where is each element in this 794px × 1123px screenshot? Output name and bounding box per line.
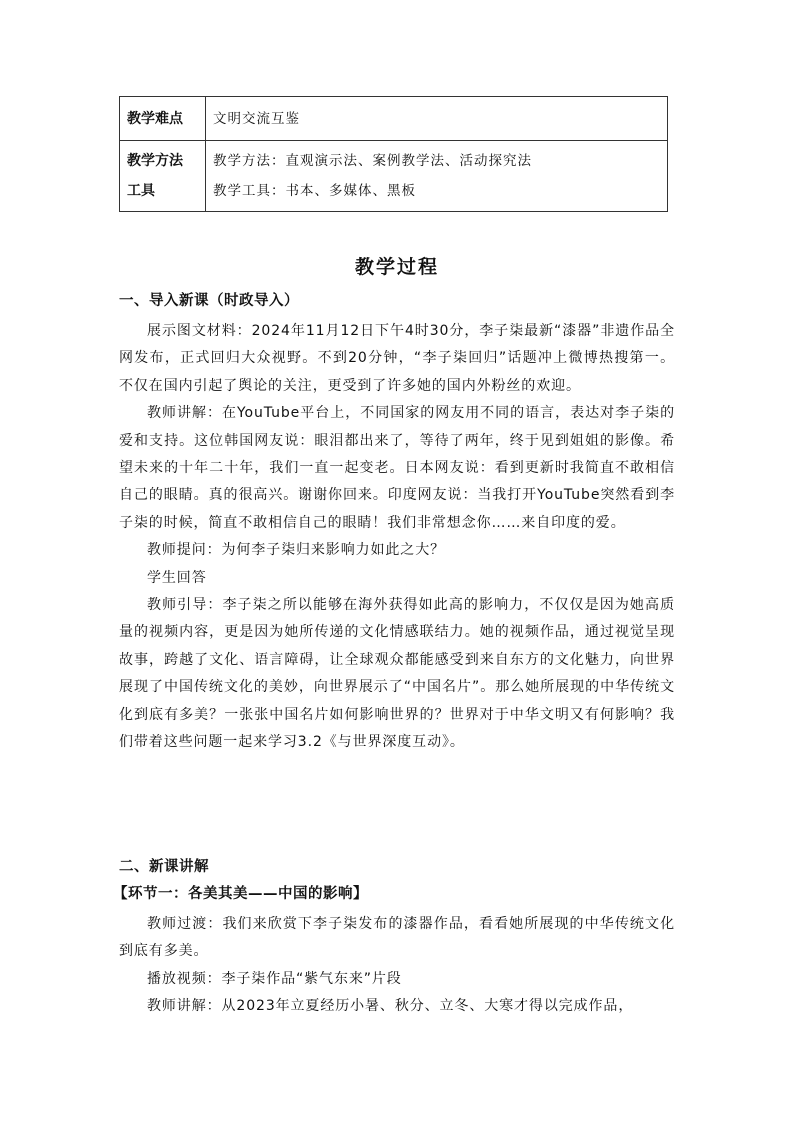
section2-paragraph: 教师过渡：我们来欣赏下李子柒发布的漆器作品，看看她所展现的中华传统文化到底有多美。 [119, 916, 675, 960]
method-label-line2: 工具 [127, 183, 155, 199]
section2-body [119, 911, 675, 1021]
method-label-line1: 教学方法 [127, 153, 183, 169]
difficulty-label: 教学难点 [127, 110, 183, 127]
section1-body [119, 318, 675, 757]
difficulty-label-cell [120, 97, 206, 141]
section2-paragraph: 教师讲解：从2023年立夏经历小暑、秋分、立冬、大寒才得以完成作品， [147, 998, 634, 1015]
method-label-cell [120, 141, 206, 212]
section1-paragraph: 学生回答 [147, 569, 207, 586]
table-row-methods [120, 141, 668, 212]
process-title: 教学过程 [354, 256, 439, 278]
table-row-difficulty [120, 97, 668, 141]
method-value: 教学方法：直观演示法、案例教学法、活动探究法 [213, 153, 532, 169]
lesson-info-table [119, 96, 668, 212]
section1-paragraph: 教师引导：李子柒之所以能够在海外获得如此高的影响力，不仅仅是因为她高质量的视频内容，更是因为她所传递的文化情感联结力。她的视频作品，通过视觉呈现故事，跨越了文化、语言障碍，让全球观众都能感受到来自东方的文化魅力，向世界展现了中国传统文化的美妙，向世界展示了“中国名片”。那么她所展现的中华传统文化到底有多美？一张张中国名片如何影响世界的？世界对于中华文明又有何影响？我们带着这些问题一起来学习3.2《与世界深度互动》。 [119, 597, 675, 751]
section1-heading: 一、导入新课（时政导入） [119, 293, 299, 309]
section1-paragraph: 教师提问：为何李子柒归来影响力如此之大？ [147, 542, 445, 559]
section2-paragraph: 播放视频：李子柒作品“紫气东来”片段 [147, 970, 402, 987]
difficulty-value-cell [206, 97, 668, 141]
section2-subheading: 【环节一：各美其美——中国的影响】 [113, 886, 368, 902]
section1-paragraph: 展示图文材料：2024年11月12日下午4时30分，李子柒最新“漆器”非遗作品全网发布，正式回归大众视野。不到20分钟，“李子柒回归”话题冲上微博热搜第一。不仅在国内引起了舆论的关注，更受到了许多她的国内外粉丝的欢迎。 [119, 323, 675, 394]
section2-heading: 二、新课讲解 [119, 859, 209, 875]
method-value-cell [206, 141, 668, 212]
tools-value: 教学工具：书本、多媒体、黑板 [213, 183, 416, 199]
difficulty-value: 文明交流互鉴 [213, 110, 300, 127]
section1-paragraph: 教师讲解：在YouTube平台上，不同国家的网友用不同的语言，表达对李子柒的爱和支持。这位韩国网友说：眼泪都出来了，等待了两年，终于见到姐姐的影像。希望未来的十年二十年，我们一直一起变老。日本网友说：看到更新时我简直不敢相信自己的眼睛。真的很高兴。谢谢你回来。印度网友说：当我打开YouTube突然看到李子柒的时候，简直不敢相信自己的眼睛！我们非常想念你……来自印度的爱。 [119, 405, 675, 531]
